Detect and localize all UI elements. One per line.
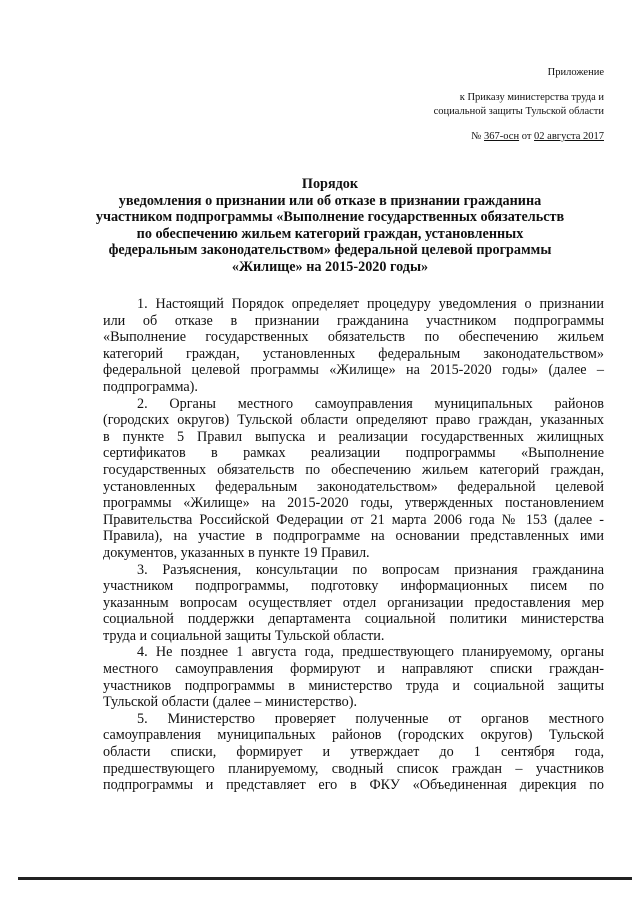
body-line: местного самоуправления формируют и направляют списки граждан- <box>103 661 604 678</box>
body-line: подпрограмма). <box>103 378 198 395</box>
body-line: 4. Не позднее 1 августа года, предшествующего планируемому, органы <box>137 644 604 661</box>
body-line: или об отказе в признании гражданина участником подпрограммы <box>103 312 604 329</box>
body-line: государственных обязательств по обеспечению жильем категорий граждан, <box>103 461 604 478</box>
body-line: подпрограммы и представляет его в ФКУ «Объединенная дирекция по <box>103 777 604 794</box>
body-line: социальной поддержки департамента социальной политики министерства <box>103 611 604 628</box>
heading-line: участником подпрограммы «Выполнение государственных обязательств <box>95 209 565 225</box>
body-line: Тульской области (далее – министерство). <box>103 694 357 711</box>
body-line: предшествующего планируемому, сводный список граждан – участников <box>103 760 604 777</box>
body-line: труда и социальной защиты Тульской области. <box>103 627 385 644</box>
body-line: установленных федеральным законодательством» федеральной целевой <box>103 478 604 495</box>
order-number: 367-осн <box>484 131 520 142</box>
order-mid: от <box>521 131 532 142</box>
order-prefix: № <box>471 131 482 142</box>
body-line: программы «Жилище» на 2015-2020 годы, утвержденных постановлением <box>103 495 604 512</box>
body-line: Правительства Российской Федерации от 21 марта 2006 года № 153 (далее - <box>103 511 604 528</box>
body-line: документов, указанных в пункте 19 Правил. <box>103 544 370 561</box>
body-line: федеральной целевой программы «Жилище» на 2015-2020 годы» (далее – <box>103 362 604 379</box>
body-line: в пункте 5 Правил выпуска и реализации государственных жилищных <box>103 428 604 445</box>
body-line: 3. Разъяснения, консультации по вопросам признания гражданина <box>137 561 604 578</box>
body-line: указанным вопросам осуществляет отдел организации предоставления мер <box>103 594 604 611</box>
document-body <box>103 296 604 794</box>
appendix-line-1: к Приказу министерства труда и <box>459 92 604 103</box>
document-heading <box>80 176 580 275</box>
appendix-title: Приложение <box>547 67 604 78</box>
body-line: участником подпрограммы, подготовку информационных писем по <box>103 578 604 595</box>
body-line: 5. Министерство проверяет полученные от органов местного <box>137 710 604 727</box>
body-line: (городских округов) Тульской области определяют право граждан, указанных <box>103 412 604 429</box>
heading-line: «Жилище» на 2015-2020 годы» <box>231 258 429 275</box>
body-line: участников подпрограммы в министерство труда и социальной защиты <box>103 677 604 694</box>
body-line: сертификатов в рамках реализации подпрограммы «Выполнение <box>103 445 604 462</box>
order-date: 02 августа 2017 <box>534 131 604 142</box>
appendix-line-2: социальной защиты Тульской области <box>433 106 604 117</box>
body-line: 2. Органы местного самоуправления муниципальных районов <box>137 395 604 412</box>
order-reference <box>354 130 604 144</box>
body-line: области списки, формирует и утверждает до 1 сентября года, <box>103 744 604 761</box>
body-line: 1. Настоящий Порядок определяет процедуру уведомления о признании <box>137 296 604 312</box>
body-line: Правила), на участие в подпрограмме на основании представленных ими <box>103 528 604 545</box>
scan-bottom-edge <box>18 877 632 880</box>
body-line: «Выполнение государственных обязательств по обеспечению жильем <box>103 329 604 346</box>
body-line: категорий граждан, установленных федеральным законодательством» <box>103 345 604 362</box>
heading-line: по обеспечению жильем категорий граждан, установленных <box>136 225 524 242</box>
heading-line: федеральным законодательством» федеральной целевой программы <box>108 242 552 258</box>
body-line: самоуправления муниципальных районов (городских округов) Тульской <box>103 727 604 744</box>
heading-line: Порядок <box>301 176 359 192</box>
heading-line: уведомления о признании или об отказе в признании гражданина <box>118 192 542 209</box>
appendix-block <box>354 66 604 144</box>
